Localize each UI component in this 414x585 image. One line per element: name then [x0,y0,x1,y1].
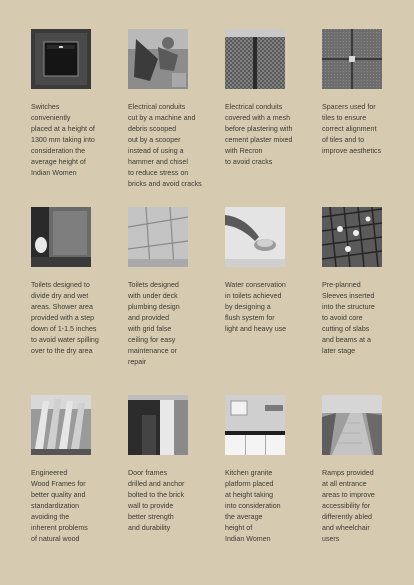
feature-item [225,29,293,207]
feature-item [31,395,91,575]
feature-caption: Engineered Wood Frames for better quality and standardization avoiding the inherent problems of natural wood [31,469,88,543]
feature-item [128,29,202,207]
kitchen-platform-photo-icon [225,395,285,455]
door-frame-photo-icon [128,395,188,455]
feature-caption: Electrical conduits cut by a machine and debris scooped out by a scooper instead of using a hammer and chisel to reduce stress on bricks and avoid cracks [128,103,202,188]
flush-button-photo-icon [225,207,285,267]
feature-caption: Electrical conduits covered with a mesh before plastering with cement plaster mixed with Recron to avoid cracks [225,103,293,166]
feature-caption: Toilets designed with under deck plumbing design and provided with grid false ceiling for easy maintenance or repair [128,281,180,366]
feature-item [128,207,188,395]
feature-caption: Water conservation in toilets achieved by designing a flush system for light and heavy use [225,281,287,333]
feature-caption: Door frames drilled and anchor bolted to the brick wall to provide better strength and durability [128,469,185,532]
feature-caption: Toilets designed to divide dry and wet areas. Shower area provided with a step down of 1-1.5 inches to avoid water spilling over to the dry area [31,281,99,355]
false-ceiling-photo-icon [128,207,188,267]
feature-item [31,29,95,207]
feature-caption: Spacers used for tiles to ensure correct alignment of tiles and to improve aesthetics [322,103,382,155]
switch-photo-icon [31,29,91,89]
feature-caption: Kitchen granite platform placed at height taking into consideration the average height of Indian Women [225,469,281,543]
feature-grid [31,29,391,575]
feature-caption: Pre-planned Sleeves inserted into the structure to avoid core cutting of slabs and beams at a later stage [322,281,375,355]
conduit-cutting-photo-icon [128,29,188,89]
ramp-photo-icon [322,395,382,455]
mesh-plaster-photo-icon [225,29,285,89]
feature-item [31,207,99,395]
wood-frames-photo-icon [31,395,91,455]
feature-item [225,207,285,395]
feature-item [128,395,188,575]
feature-caption: Ramps provided at all entrance areas to improve accessibility for differently abled and wheelchair users [322,469,375,543]
feature-item [225,395,285,575]
feature-item [322,395,382,575]
feature-caption: Switches conveniently placed at a height of 1300 mm taking into consideration the average height of Indian Women [31,103,95,177]
feature-item [322,29,382,207]
shower-area-photo-icon [31,207,91,267]
feature-item [322,207,382,395]
sleeves-photo-icon [322,207,382,267]
tile-spacers-photo-icon [322,29,382,89]
